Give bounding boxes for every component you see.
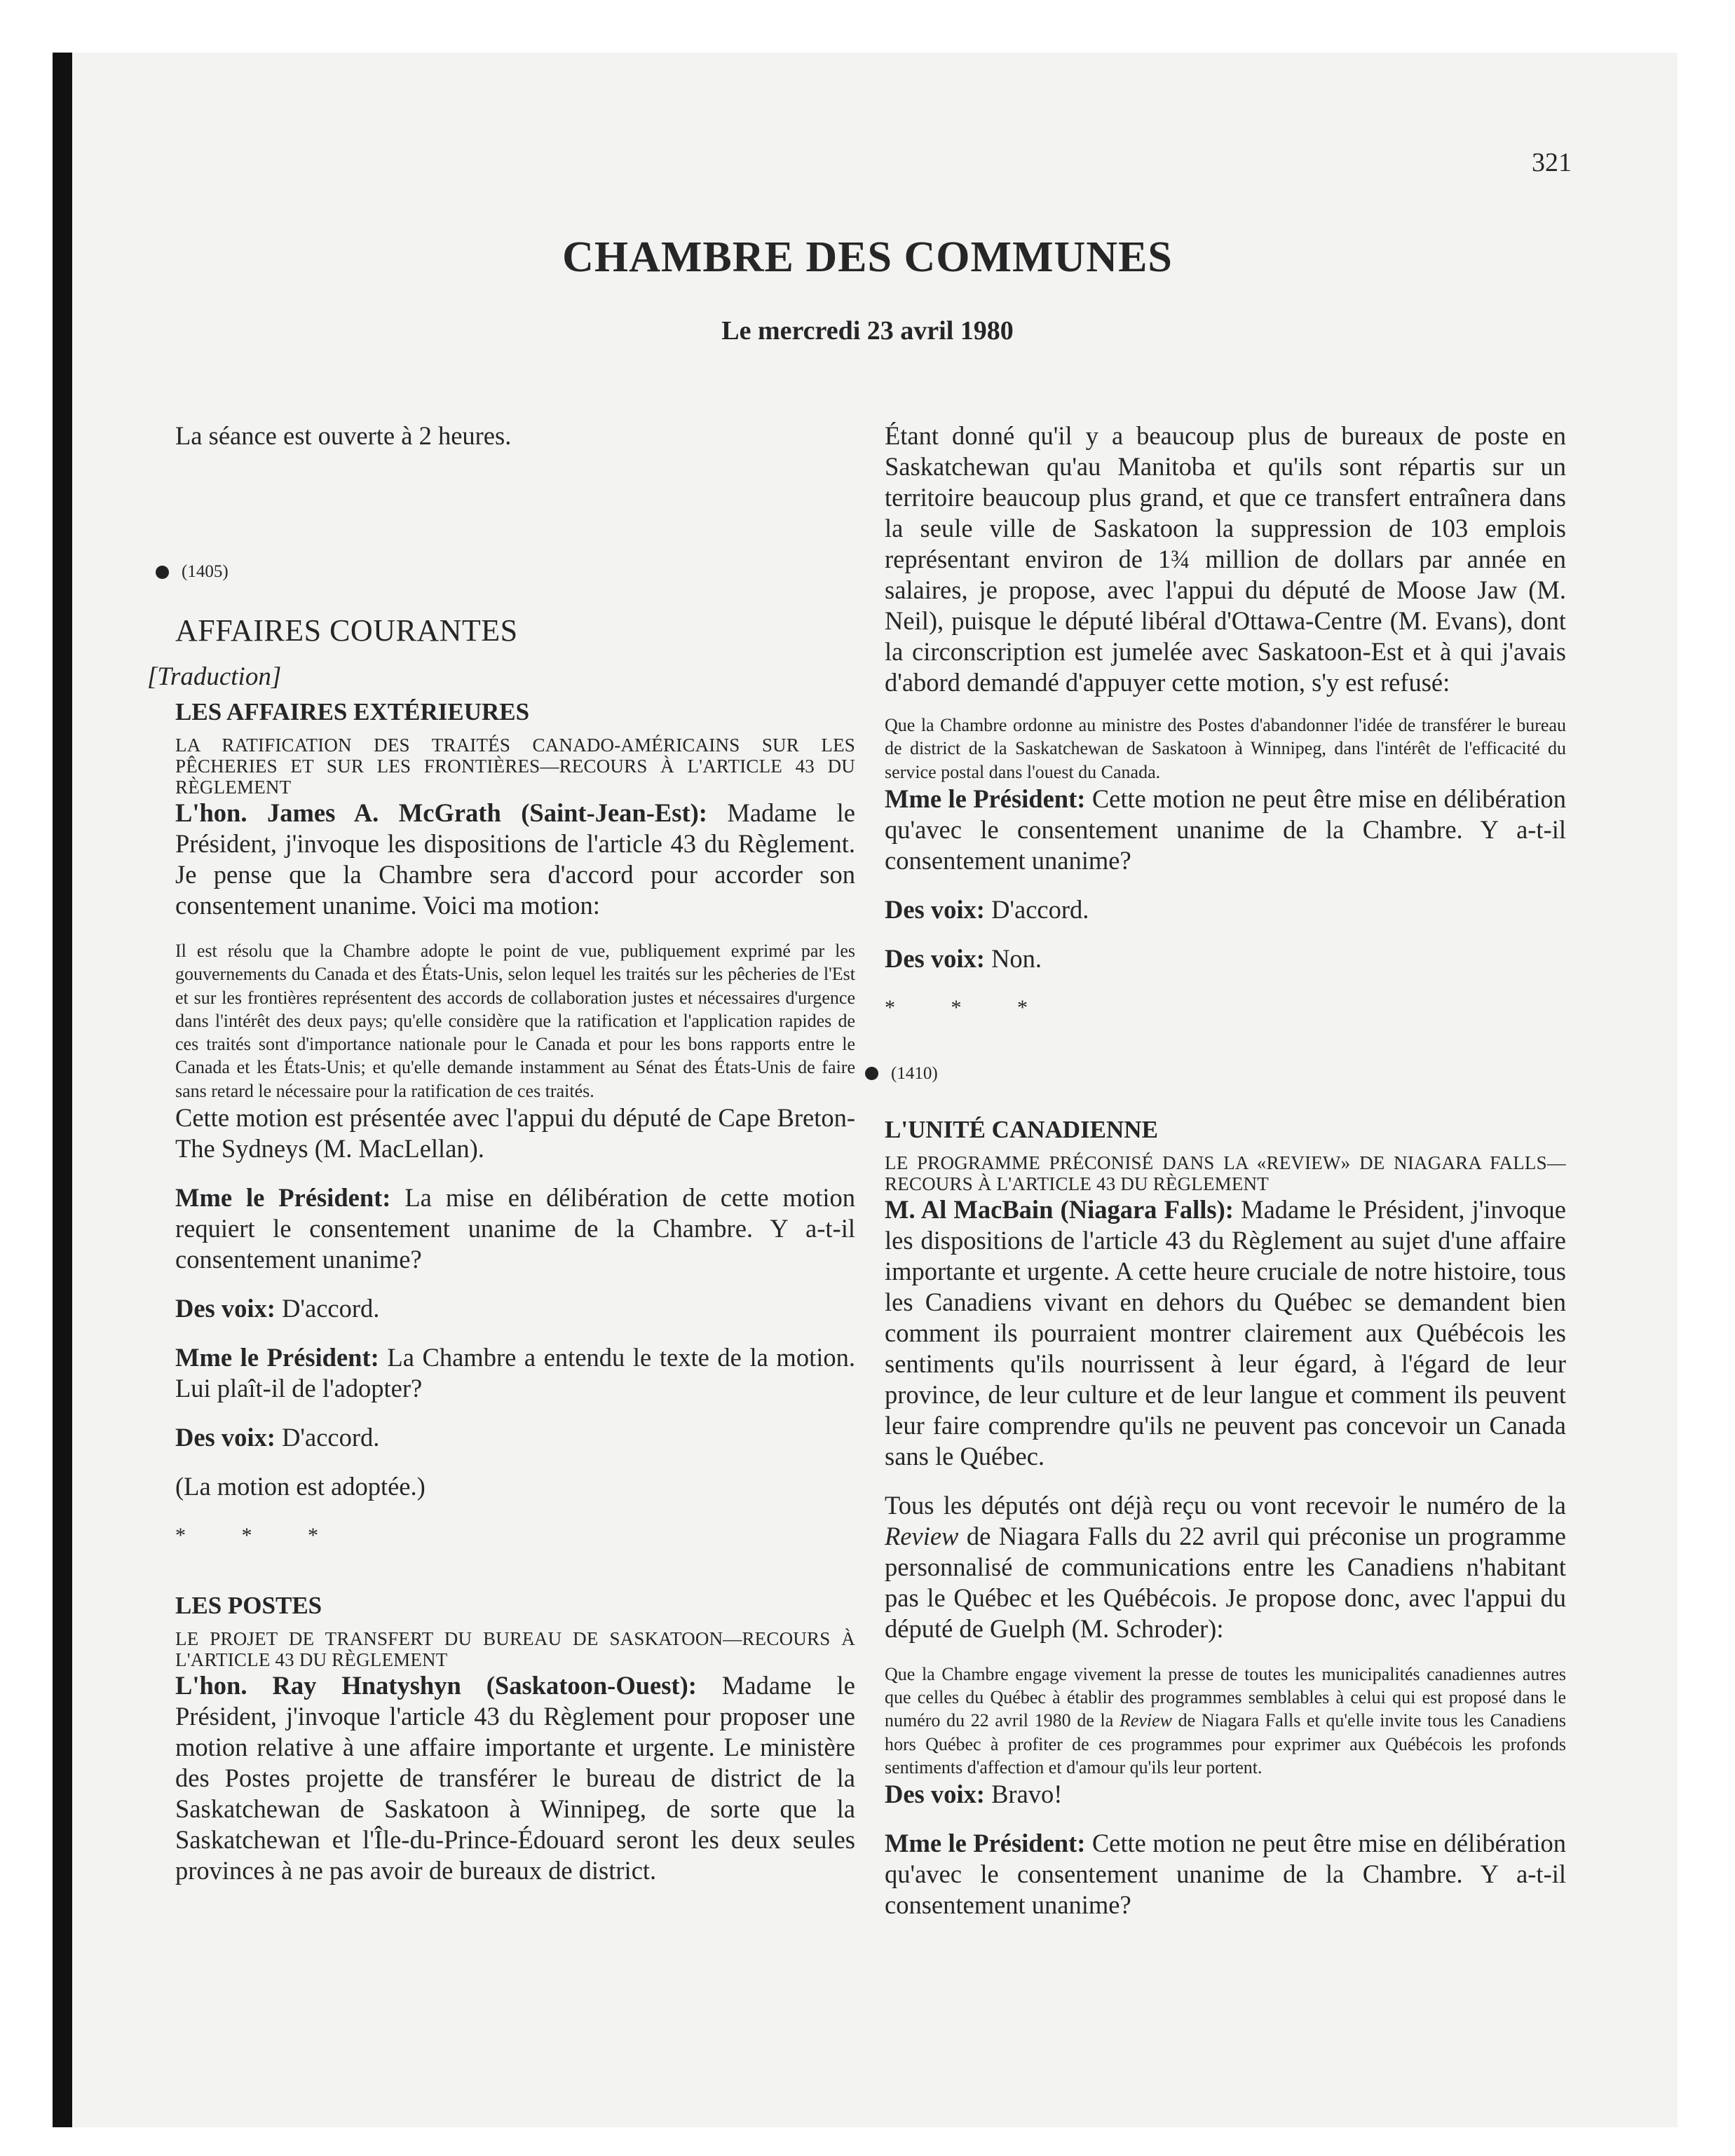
speech-text: D'accord.	[984, 894, 1089, 924]
topic-subheading: LE PROJET DE TRANSFERT DU BUREAU DE SASKATOON—RECOURS À L'ARTICLE 43 DU RÈGLEMENT	[175, 1628, 855, 1671]
speech-paragraph	[175, 1293, 855, 1324]
speech-paragraph	[885, 894, 1566, 925]
speech-text: Madame le Président, j'invoque l'article 43 du Règlement pour proposer une motion relative à une affaire importante et urgente. Le ministère des Postes projette de transférer le bureau de district de la Saskatchewan de Saskatoon à Winnipeg, de sorte que la Saskatchewan et l'Île-du-Prince-Édouard seront les deux seules provinces à ne pas avoir de bureaux de district.	[175, 1671, 855, 1885]
speech-text: La Chambre a entendu le texte de la motion. Lui plaît-il de l'adopter?	[175, 1343, 855, 1403]
time-marker-label: (1410)	[891, 1063, 938, 1083]
seconded-text: Cette motion est présentée avec l'appui du député de Cape Breton-The Sydneys (M. MacLellan).	[175, 1103, 855, 1164]
sitting-date: Le mercredi 23 avril 1980	[721, 316, 1014, 346]
speech-text: Tous les députés ont déjà reçu ou vont recevoir le numéro de la	[885, 1490, 1566, 1520]
time-marker	[885, 1058, 1566, 1089]
speaker-name: L'hon. James A. McGrath (Saint-Jean-Est):	[175, 798, 707, 827]
speech-paragraph	[175, 1670, 855, 1886]
motion-text: Il est résolu que la Chambre adopte le point de vue, publiquement exprimé par les gouvernements du Canada et des États-Unis, selon lequel les traités sur les pêcheries de l'Est et sur les frontières représentent des accords de collaboration justes et nécessaires d'urgence dans l'intérêt des deux pays; qu'elle considère que la ratification et l'application rapides de ces traités sont d'importance nationale pour le Canada et pour les bons rapports entre le Canada et les États-Unis; et qu'elle demande instamment au Sénat des États-Unis de faire sans retard le nécessaire pour la ratification de ces traités.	[175, 941, 855, 1101]
motion-text	[885, 1663, 1566, 1779]
speech-paragraph	[175, 1342, 855, 1404]
speaker-name: Des voix:	[885, 1780, 985, 1809]
section-separator: * * *	[885, 995, 1053, 1019]
speaker-name: Des voix:	[885, 894, 985, 924]
motion-text: Que la Chambre ordonne au ministre des Postes d'abandonner l'idée de transférer le bureau de district de la Saskatchewan de Saskatoon à Winnipeg, dans l'intérêt de l'efficacité du service postal dans l'ouest du Canada.	[885, 715, 1566, 782]
speech-paragraph	[885, 943, 1566, 974]
speech-text: Madame le Président, j'invoque les dispositions de l'article 43 du Règlement. Je pense que la Chambre sera d'accord pour accorder son consentement unanime. Voici ma motion:	[175, 798, 855, 920]
speech-paragraph	[885, 1779, 1566, 1810]
speech-text: Cette motion ne peut être mise en délibération qu'avec le consentement unanime de la Chambre. Y a-t-il consentement unanime?	[885, 784, 1566, 875]
speaker-name: M. Al MacBain (Niagara Falls):	[885, 1194, 1234, 1224]
speech-paragraph	[885, 1490, 1566, 1644]
speech-text: Cette motion ne peut être mise en délibération qu'avec le consentement unanime de la Chambre. Y a-t-il consentement unanime?	[885, 1829, 1566, 1920]
speech-text: Bravo!	[984, 1780, 1063, 1809]
speech-paragraph	[885, 1194, 1566, 1472]
speech-text: Non.	[984, 943, 1042, 973]
motion-segment: de Niagara Falls et qu'elle invite tous les Canadiens hors Québec à profiter de ces programmes pour exprimer aux Québécois les profonds sentiments d'affection et d'amour qu'ils leur portent.	[885, 1710, 1566, 1778]
speech-paragraph	[175, 1182, 855, 1275]
speaker-name: Mme le Président:	[885, 784, 1086, 813]
page-title: CHAMBRE DES COMMUNES	[562, 233, 1173, 281]
motion-segment: Que la Chambre engage vivement la presse de toutes les municipalités canadiennes autres que celles du Québec à établir des programmes semblables à celui qui est proposé dans le numéro du 22 avril 1980 de la	[885, 1663, 1566, 1731]
publication-name: Review	[1119, 1710, 1173, 1731]
speaker-name: Mme le Président:	[175, 1183, 391, 1213]
scan-edge-bar	[53, 53, 72, 2127]
speech-text: Madame le Président, j'invoque les dispositions de l'article 43 du Règlement au sujet d'une affaire importante et urgente. A cette heure cruciale de notre histoire, tous les Canadiens vivant en dehors du Québec se demandent bien comment ils pourraient montrer clairement aux Québécois les sentiments qu'ils nourrissent à leur égard, à l'égard de leur province, de leur culture et de leur langue et comment ils peuvent leur faire comprendre qu'ils ne peuvent pas concevoir un Canada sans le Québec.	[885, 1194, 1566, 1471]
topic-subheading: LE PROGRAMME PRÉCONISÉ DANS LA «REVIEW» DE NIAGARA FALLS—RECOURS À L'ARTICLE 43 DU RÈGLEMENT	[885, 1152, 1566, 1194]
page-number: 321	[1532, 148, 1572, 177]
adopted-note: (La motion est adoptée.)	[175, 1472, 426, 1501]
speaker-name: Mme le Président:	[885, 1829, 1086, 1858]
left-column	[147, 421, 855, 1904]
right-column	[885, 421, 1566, 1939]
time-marker-label: (1405)	[182, 562, 229, 581]
speech-text: de Niagara Falls du 22 avril qui préconise un programme personnalisé de communications entre les Canadiens n'habitant pas le Québec et les Québécois. Je propose donc, avec l'appui du député de Guelph (M. Schroder):	[885, 1521, 1566, 1643]
section-separator: * * *	[175, 1524, 343, 1548]
time-marker	[175, 557, 855, 587]
traduction-note: [Traduction]	[147, 662, 282, 691]
topic-heading: L'UNITÉ CANADIENNE	[885, 1115, 1158, 1143]
topic-subheading: LA RATIFICATION DES TRAITÉS CANADO-AMÉRICAINS SUR LES PÊCHERIES ET SUR LES FRONTIÈRES—RECOURS À L'ARTICLE 43 DU RÈGLEMENT	[175, 735, 855, 798]
speech-paragraph	[175, 1422, 855, 1453]
section-title: AFFAIRES COURANTES	[175, 613, 518, 648]
speech-paragraph	[175, 798, 855, 921]
speech-text: D'accord.	[275, 1294, 380, 1323]
publication-name: Review	[885, 1521, 959, 1550]
speech-text: D'accord.	[275, 1423, 380, 1452]
topic-heading: LES AFFAIRES EXTÉRIEURES	[175, 698, 530, 725]
speaker-name: Des voix:	[175, 1423, 275, 1452]
speaker-name: Mme le Président:	[175, 1343, 379, 1372]
speech-text: La mise en délibération de cette motion requiert le consentement unanime de la Chambre. Y a-t-il consentement unanime?	[175, 1183, 855, 1274]
speaker-name: Des voix:	[885, 943, 985, 973]
speech-paragraph: Étant donné qu'il y a beaucoup plus de bureaux de poste en Saskatchewan qu'au Manitoba et qu'ils sont répartis sur un territoire beaucoup plus grand, et que ce transfert entraînera dans la seule ville de Saskatoon la suppression de 103 emplois représentant environ de 1¾ million de dollars par année en salaires, je propose, avec l'appui du député de Moose Jaw (M. Neil), puisque le député libéral d'Ottawa-Centre (M. Evans), dont la circonscription est jumelée avec Saskatoon-Est et à qui j'avais d'abord demandé d'appuyer cette motion, s'y est refusé:	[885, 421, 1566, 697]
speech-paragraph	[885, 784, 1566, 876]
speaker-name: Des voix:	[175, 1294, 275, 1323]
speaker-name: L'hon. Ray Hnatyshyn (Saskatoon-Ouest):	[175, 1671, 697, 1700]
opening-line: La séance est ouverte à 2 heures.	[175, 421, 512, 450]
bullet-icon	[156, 566, 169, 579]
topic-heading: LES POSTES	[175, 1592, 322, 1620]
speech-paragraph	[885, 1828, 1566, 1920]
